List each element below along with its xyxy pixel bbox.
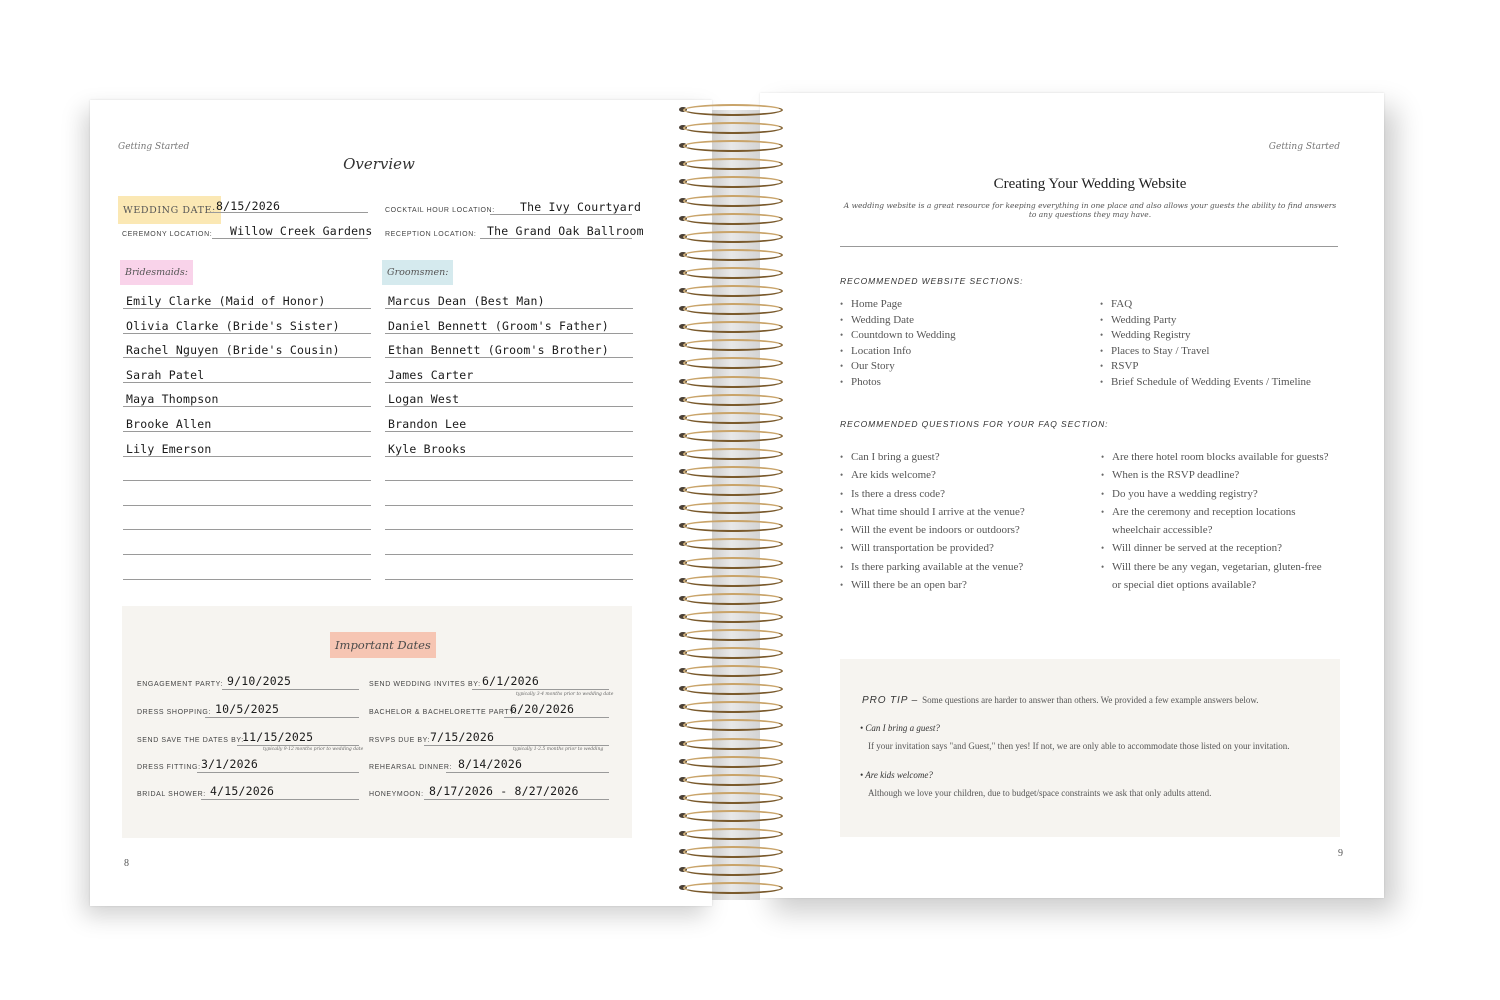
intro-text: A wedding website is a great resource for keeping everything in one place and also allows your guests the ability to find answers to any questions they may have.: [843, 201, 1337, 219]
groomsmen-heading: [382, 260, 453, 285]
bridesmaids-line: [123, 407, 371, 432]
bridesmaids-name: Emily Clarke (Maid of Honor): [126, 294, 326, 308]
sections-list-2: [1100, 297, 1311, 390]
section-item: • Our Story: [840, 359, 956, 375]
page-number: 8: [124, 858, 129, 869]
rehearsal-dinner-value: 8/14/2026: [458, 757, 523, 771]
running-head: Getting Started: [118, 142, 190, 152]
bridesmaids-heading: [120, 260, 193, 285]
groomsmen-name: Brandon Lee: [388, 417, 467, 431]
faq-item: • Will there be any vegan, vegetarian, gluten-free: [1101, 558, 1329, 576]
bullet-icon: •: [860, 723, 866, 733]
honeymoon-label: HONEYMOON:: [369, 791, 424, 798]
groomsmen-line: [385, 432, 633, 457]
groomsmen-line: [385, 555, 633, 580]
faq-item: • Can I bring a guest?: [840, 448, 1025, 466]
faq-item: • Are the ceremony and reception locations: [1101, 503, 1329, 521]
bridesmaids-label: Bridesmaids:: [125, 267, 189, 278]
bridesmaids-line: [123, 555, 371, 580]
running-head: Getting Started: [1268, 142, 1340, 152]
bullet-icon: •: [860, 770, 866, 780]
groomsmen-name: Marcus Dean (Best Man): [388, 294, 545, 308]
pro-tip-q1: [860, 723, 940, 733]
wedding-date-value: 8/15/2026: [216, 199, 281, 213]
cocktail-location-label: COCKTAIL HOUR LOCATION:: [385, 207, 495, 214]
honeymoon-field: [369, 782, 609, 800]
important-dates-title: Important Dates: [335, 638, 431, 652]
pro-tip-q2-text: Are kids welcome?: [865, 770, 933, 780]
left-page: [90, 100, 712, 906]
faq-item-continuation: or special diet options available?: [1112, 579, 1257, 592]
bridal-shower-field: [137, 782, 359, 800]
bachelor-party-value: 6/20/2026: [510, 702, 575, 716]
faq-item-continuation: wheelchair accessible?: [1112, 524, 1213, 537]
faq-item: • Will the event be indoors or outdoors?: [840, 521, 1025, 539]
reception-location-label: RECEPTION LOCATION:: [385, 231, 477, 238]
rsvps-due-field: [369, 728, 609, 752]
section-item: • RSVP: [1100, 359, 1311, 375]
groomsmen-label: Groomsmen:: [387, 267, 449, 278]
save-the-dates-value: 11/15/2025: [242, 730, 314, 744]
ceremony-location-label: CEREMONY LOCATION:: [122, 231, 213, 238]
send-invites-note: typically 3-4 months prior to wedding date: [516, 692, 614, 697]
faq-list-1: [840, 448, 1025, 594]
rsvps-due-value: 7/15/2026: [430, 730, 495, 744]
pro-tip-label: PRO TIP –: [862, 695, 919, 706]
bridesmaids-name: Brooke Allen: [126, 417, 212, 431]
rehearsal-dinner-label: REHEARSAL DINNER:: [369, 764, 453, 771]
groomsmen-name: Kyle Brooks: [388, 441, 467, 456]
bridesmaids-line: [123, 505, 371, 530]
page-number: 9: [1338, 848, 1343, 859]
dress-fitting-field: [137, 755, 359, 773]
right-page: [760, 93, 1384, 898]
bridesmaids-line: [123, 432, 371, 457]
faq-item: • When is the RSVP deadline?: [1101, 466, 1329, 484]
pro-tip-q1-text: Can I bring a guest?: [865, 723, 940, 733]
groomsmen-line: [385, 505, 633, 530]
bridesmaids-line: [123, 358, 371, 383]
section-item: • Countdown to Wedding: [840, 328, 956, 344]
faq-item: • Do you have a wedding registry?: [1101, 485, 1329, 503]
dress-shopping-label: DRESS SHOPPING:: [137, 709, 211, 716]
groomsmen-line: [385, 309, 633, 334]
rsvps-due-note: typically 1-2.5 months prior to wedding: [513, 747, 604, 752]
pro-tip-a1: If your invitation says "and Guest," then yes! If not, we are only able to accommodate those listed on your invitation.: [868, 741, 1290, 751]
bachelor-party-field: [369, 700, 609, 718]
pro-tip-q2: [860, 770, 933, 780]
faq-heading: RECOMMENDED QUESTIONS FOR YOUR FAQ SECTION:: [840, 419, 1109, 429]
section-item: • Places to Stay / Travel: [1100, 344, 1311, 360]
pro-tip-line: [862, 690, 1259, 708]
cocktail-location-value: The Ivy Courtyard: [520, 200, 642, 214]
groomsmen-name: Daniel Bennett (Groom's Father): [388, 318, 609, 333]
divider: [840, 246, 1338, 247]
bridal-shower-value: 4/15/2026: [210, 784, 275, 798]
dress-shopping-value: 10/5/2025: [215, 702, 280, 716]
groomsmen-name: James Carter: [388, 367, 474, 382]
faq-item: • What time should I arrive at the venue?: [840, 503, 1025, 521]
page-title: Creating Your Wedding Website: [993, 176, 1187, 192]
faq-item: • Is there a dress code?: [840, 485, 1025, 503]
bridesmaids-line: [123, 481, 371, 506]
send-invites-label: SEND WEDDING INVITES BY:: [369, 681, 481, 688]
sections-heading: RECOMMENDED WEBSITE SECTIONS:: [840, 276, 1024, 286]
pro-tip-text: Some questions are harder to answer than others. We provided a few example answers below.: [922, 695, 1259, 705]
dress-fitting-value: 3/1/2026: [201, 757, 258, 771]
bridesmaids-line: [123, 284, 371, 309]
send-invites-field: [369, 672, 614, 697]
bridesmaids-line: [123, 530, 371, 555]
bridesmaids-line: [123, 456, 371, 481]
groomsmen-line: [385, 456, 633, 481]
save-the-dates-note: typically 9-12 months prior to wedding date: [263, 747, 364, 752]
pro-tip-panel: [840, 659, 1340, 837]
save-the-dates-label: SEND SAVE THE DATES BY:: [137, 737, 244, 744]
reception-location-value: The Grand Oak Ballroom: [487, 224, 644, 238]
section-item: • Wedding Date: [840, 313, 956, 329]
pro-tip-a2: Although we love your children, due to budget/space constraints we ask that only adults attend.: [868, 788, 1212, 798]
dress-fitting-label: DRESS FITTING:: [137, 764, 201, 771]
page-title: Overview: [343, 155, 415, 173]
faq-item: • Are there hotel room blocks available for guests?: [1101, 448, 1329, 466]
groomsmen-name: Logan West: [388, 392, 460, 407]
sections-list-1: [840, 297, 956, 390]
section-item: • Wedding Registry: [1100, 328, 1311, 344]
groomsmen-line: [385, 530, 633, 555]
dress-shopping-field: [137, 700, 359, 718]
send-invites-value: 6/1/2026: [482, 674, 539, 688]
engagement-party-field: [137, 672, 359, 690]
bridesmaids-line: [123, 333, 371, 358]
spine-gap: [712, 110, 760, 900]
section-item: • Location Info: [840, 344, 956, 360]
faq-list-2: [1101, 448, 1329, 594]
important-dates-panel: [122, 606, 632, 838]
bridesmaids-name: Maya Thompson: [126, 392, 219, 407]
bridesmaids-name: Olivia Clarke (Bride's Sister): [126, 318, 340, 333]
important-dates-heading: [330, 632, 436, 658]
faq-item: • Is there parking available at the venue?: [840, 558, 1025, 576]
groomsmen-line: [385, 284, 633, 309]
section-item: • Brief Schedule of Wedding Events / Timeline: [1100, 375, 1311, 391]
section-item: • FAQ: [1100, 297, 1311, 313]
wedding-date-label: WEDDING DATE:: [123, 204, 216, 216]
groomsmen-line: [385, 407, 633, 432]
bridesmaids-name: Sarah Patel: [126, 367, 205, 382]
engagement-party-label: ENGAGEMENT PARTY:: [137, 681, 224, 688]
engagement-party-value: 9/10/2025: [227, 674, 292, 688]
groomsmen-line: [385, 382, 633, 407]
save-the-dates-field: [137, 728, 364, 752]
section-item: • Home Page: [840, 297, 956, 313]
section-item: • Photos: [840, 375, 956, 391]
groomsmen-line: [385, 333, 633, 358]
faq-item: • Are kids welcome?: [840, 466, 1025, 484]
rehearsal-dinner-field: [369, 755, 609, 773]
ceremony-location-value: Willow Creek Gardens: [230, 224, 373, 238]
bridesmaids-name: Rachel Nguyen (Bride's Cousin): [126, 343, 340, 358]
section-item: • Wedding Party: [1100, 313, 1311, 329]
bachelor-party-label: BACHELOR & BACHELORETTE PARTY:: [369, 709, 517, 716]
faq-item: • Will transportation be provided?: [840, 539, 1025, 557]
honeymoon-value: 8/17/2026 - 8/27/2026: [429, 784, 579, 798]
bridal-shower-label: BRIDAL SHOWER:: [137, 791, 206, 798]
faq-item: • Will dinner be served at the reception?: [1101, 539, 1329, 557]
bridesmaids-name: Lily Emerson: [126, 441, 212, 456]
groomsmen-line: [385, 358, 633, 383]
bridesmaids-line: [123, 382, 371, 407]
wedding-date-highlight: [118, 196, 221, 224]
groomsmen-name: Ethan Bennett (Groom's Brother): [388, 343, 609, 358]
faq-item: • Will there be an open bar?: [840, 576, 1025, 594]
bridesmaids-line: [123, 309, 371, 334]
rsvps-due-label: RSVPS DUE BY:: [369, 737, 431, 744]
groomsmen-line: [385, 481, 633, 506]
